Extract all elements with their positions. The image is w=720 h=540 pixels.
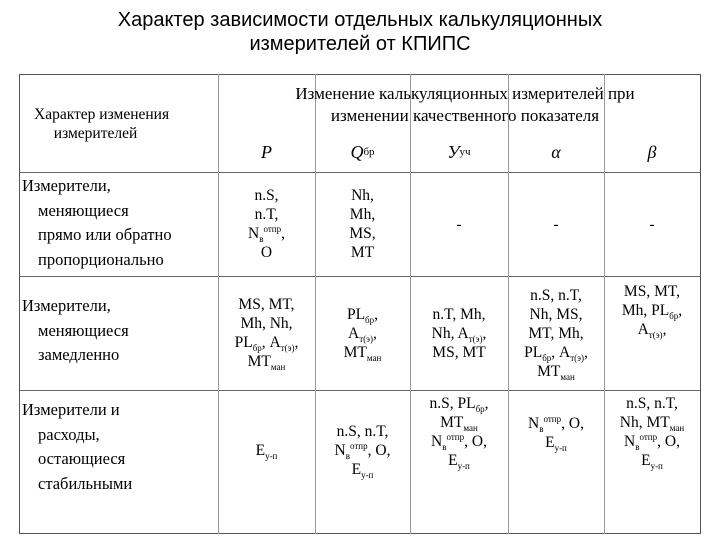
cell-line	[620, 451, 684, 470]
cell-text: MT	[440, 414, 464, 431]
cell-sub: ман	[560, 371, 575, 382]
column-header-alpha	[508, 138, 604, 166]
cell-line: Nh, MS,	[529, 305, 583, 323]
cell-r3-u	[410, 390, 508, 510]
cell-sub: бр	[542, 352, 552, 363]
row-label-line: меняющиеся	[38, 200, 129, 220]
cell-r2-q	[315, 276, 410, 390]
cell-text: , O,	[657, 433, 680, 450]
cell-line	[429, 432, 488, 451]
row-label-line: стабильными	[38, 473, 133, 493]
column-header-beta-text: β	[647, 141, 657, 162]
cell-text: E	[255, 441, 266, 459]
corner-header-line-1: Характер изменения	[34, 106, 170, 123]
cell-sub: бр	[669, 311, 679, 322]
cell-text: ,	[662, 321, 667, 338]
row-label-slow	[22, 294, 218, 368]
cell-line: n.T,	[254, 206, 279, 223]
column-header-p-text: P	[261, 141, 272, 162]
row-label-line: меняющиеся	[38, 320, 129, 340]
cell-line: Mh, Nh,	[240, 315, 293, 332]
cell-r1-p	[218, 172, 315, 276]
cell-sub: ман	[463, 423, 478, 434]
cell-text: ,	[294, 334, 299, 351]
cell-sub: в	[635, 442, 640, 453]
cell-text: E	[545, 434, 555, 451]
cell-line	[620, 432, 684, 451]
cell-sub: ман	[366, 352, 382, 363]
cell-r1-alpha	[508, 172, 604, 276]
cell-line	[524, 362, 588, 381]
column-header-alpha-text: α	[551, 141, 561, 162]
cell-text: Nh, MT	[619, 414, 670, 431]
cell-r3-beta	[604, 390, 700, 510]
cell-line	[429, 451, 488, 470]
cell-text: , O,	[367, 441, 391, 459]
cell-line: MS, MT,	[238, 296, 295, 313]
cell-line	[432, 324, 487, 343]
cell-text: ,	[482, 324, 487, 342]
cell-text: -	[456, 215, 462, 233]
cell-line	[620, 413, 684, 432]
corner-header	[20, 96, 218, 152]
cell-line	[235, 352, 299, 371]
cell-line: n.S,	[254, 187, 279, 204]
group-header-line-1: Изменение калькуляционных измерителей при	[295, 84, 635, 103]
cell-text: N	[334, 441, 346, 459]
cell-line	[344, 324, 382, 343]
cell-r2-u	[410, 276, 508, 390]
cell-text: MT	[247, 353, 271, 370]
row-label-line: расходы,	[38, 424, 100, 444]
cell-sub: в	[539, 424, 544, 435]
cell-text: ,	[484, 395, 489, 412]
cell-line: n.S, n.T,	[626, 395, 678, 412]
row-label-line: пропорционально	[38, 249, 164, 269]
column-header-q-text: Q	[350, 141, 364, 162]
cell-line	[335, 441, 391, 460]
cell-line: MS, MT	[432, 343, 486, 361]
cell-text: ,	[373, 324, 377, 342]
cell-text: ,	[678, 302, 683, 319]
cell-sup: отпр	[639, 431, 658, 442]
cell-line	[248, 224, 285, 243]
cell-sub: т(э)	[648, 330, 663, 341]
cell-text: , A	[261, 334, 281, 351]
cell-r1-q	[315, 172, 410, 276]
cell-r3-alpha	[508, 390, 604, 510]
column-header-p	[218, 138, 315, 166]
cell-line: MS,	[349, 225, 376, 242]
cell-r1-u	[410, 172, 508, 276]
cell-sub: т(э)	[570, 352, 585, 363]
cell-line: MS, MT,	[623, 283, 681, 300]
column-header-beta	[604, 138, 700, 166]
cell-line	[235, 333, 299, 352]
group-header-line-2: изменении качественного показателя	[330, 106, 600, 125]
cell-sup: отпр	[263, 223, 282, 234]
cell-line: n.S, n.T,	[336, 422, 389, 440]
cell-text: MT	[343, 343, 367, 361]
row-label-line: Измерители,	[22, 296, 111, 315]
cell-sup: отпр	[349, 440, 368, 451]
cell-sup: отпр	[543, 413, 562, 424]
cell-text: N	[624, 433, 636, 450]
cell-text: ,	[281, 225, 285, 242]
cell-text: PL	[346, 305, 366, 323]
cell-line: Mh,	[349, 206, 376, 223]
corner-header-line-2: измерителей	[53, 125, 138, 142]
row-label-line: Измерители,	[22, 176, 111, 195]
cell-r3-q	[315, 390, 410, 510]
cell-text: , O,	[561, 415, 584, 432]
cell-text: E	[641, 452, 651, 469]
cell-text: N	[248, 225, 260, 242]
row-label-stable	[22, 398, 218, 496]
cell-line: MT	[350, 244, 375, 261]
cell-sub: т(э)	[280, 343, 295, 354]
cell-sub: в	[259, 234, 264, 245]
cell-sub: т(э)	[359, 333, 374, 344]
cell-text: PL	[234, 334, 253, 351]
cell-r2-beta	[604, 276, 700, 390]
cell-text: E	[448, 452, 458, 469]
cell-line	[528, 414, 584, 433]
cell-text: Mh, PL	[621, 302, 670, 319]
cell-sub: бр	[365, 314, 375, 325]
cell-sub: у-п	[554, 443, 567, 454]
group-header	[230, 82, 700, 128]
cell-line	[622, 301, 682, 320]
cell-line	[429, 413, 488, 432]
cell-text: Nh, A	[431, 324, 469, 342]
cell-text: MT	[537, 362, 561, 380]
cell-r2-alpha	[508, 276, 604, 390]
cell-sub: бр	[252, 343, 262, 354]
cell-sub: у-п	[457, 461, 470, 472]
cell-sub: у-п	[650, 461, 663, 472]
row-label-proportional	[22, 174, 218, 272]
cell-sub: у-п	[265, 450, 278, 461]
cell-line: MT, Mh,	[528, 324, 584, 342]
row-label-line: остающиеся	[38, 449, 126, 468]
cell-text: N	[528, 415, 540, 432]
column-header-u: У уч	[447, 141, 471, 162]
cell-text: ,	[374, 305, 379, 323]
cell-text: , O,	[464, 433, 487, 450]
cell-line	[344, 305, 382, 324]
cell-text: -	[553, 215, 559, 233]
cell-line	[429, 394, 488, 413]
cell-text: E	[351, 460, 362, 478]
cell-line	[344, 343, 382, 362]
cell-line: n.S, n.T,	[530, 286, 582, 304]
cell-text: PL	[524, 343, 543, 361]
page-title	[0, 8, 720, 56]
cell-sub: в	[345, 450, 350, 461]
cell-line	[622, 320, 682, 339]
cell-text: ,	[584, 343, 588, 361]
cell-r1-beta	[604, 172, 700, 276]
cell-r3-p	[218, 390, 315, 510]
column-header-q: Q бр	[350, 141, 375, 162]
cell-text: , A	[551, 343, 571, 361]
cell-sub: т(э)	[468, 333, 483, 344]
cell-sub: ман	[669, 423, 685, 434]
cell-line	[256, 441, 278, 460]
cell-line: n.T, Mh,	[432, 305, 486, 323]
row-label-line: замедленно	[38, 345, 120, 364]
cell-text: n.S, PL	[429, 395, 476, 412]
row-label-line: Измерители и	[22, 400, 120, 419]
cell-line	[524, 343, 588, 362]
title-line-1: Характер зависимости отдельных калькуляционных	[117, 9, 603, 31]
cell-sub: в	[442, 442, 447, 453]
row-label-line: прямо или обратно	[38, 225, 172, 244]
cell-text: -	[649, 215, 655, 233]
cell-sup: отпр	[446, 431, 465, 442]
cell-text: A	[348, 324, 360, 342]
column-header-u-text: У	[447, 141, 460, 162]
cell-line	[335, 460, 391, 479]
cell-sub: ман	[270, 362, 286, 373]
cell-line	[528, 433, 584, 452]
cell-r2-p	[218, 276, 315, 390]
cell-line: O	[260, 244, 273, 261]
cell-text: A	[637, 321, 649, 338]
cell-line: Nh,	[351, 187, 374, 204]
cell-sub: у-п	[361, 469, 374, 480]
cell-text: N	[431, 433, 443, 450]
cell-sub: бр	[475, 404, 485, 415]
title-line-2: измерителей от КПИПС	[249, 33, 471, 55]
